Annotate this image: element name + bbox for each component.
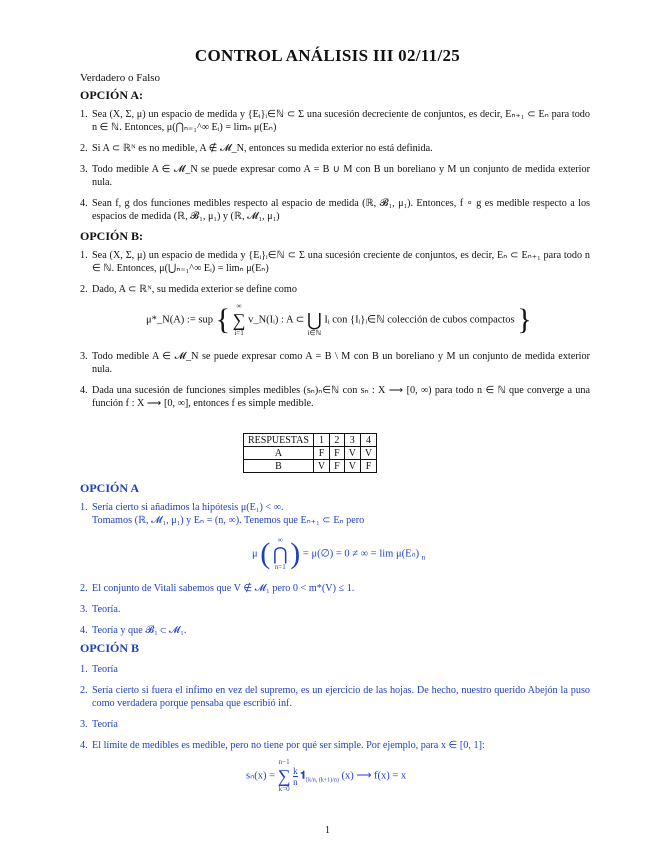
table-header-row — [244, 434, 377, 447]
answers-table — [243, 433, 377, 473]
option-a-heading: OPCIÓN A: — [80, 88, 143, 102]
option-b-list-2 — [80, 350, 590, 418]
question-item: 4. Dada una sucesión de funciones simples medibles (sₙ)ₙ∈ℕ con sₙ : X ⟶ [0, ∞) para todo n ∈ ℕ que converge a una función f : X ⟶ [0, ∞], entonces f es simple medible. — [80, 385, 590, 409]
solutions-a-list-1 — [80, 501, 590, 535]
table-cell: 2 — [330, 434, 345, 447]
counterexample-formula: μ ( ∞ ⋂ n=1 ) = μ(∅) = 0 ≠ ∞ = lim μ(Eₙ) $_n$ — [252, 536, 426, 571]
solution-item: 2. El conjunto de Vitali sabemos que V ∉ 𝓜₁ pero 0 < m*(V) ≤ 1. — [80, 583, 355, 594]
option-b-list-1 — [80, 249, 590, 304]
solution-item: 1. Teoría — [80, 664, 118, 675]
solutions-b-list — [80, 663, 590, 760]
table-cell: 1 — [313, 434, 329, 447]
question-item: 3. Todo medible A ∈ 𝓜_N se puede expresar como A = B \ M con B un boreliano y M un conjunto de medida exterior nula. — [80, 351, 590, 375]
option-b-heading: OPCIÓN B: — [80, 229, 143, 243]
solutions-b-heading: OPCIÓN B — [80, 641, 140, 655]
option-a-list — [80, 108, 590, 231]
solutions-a-heading: OPCIÓN A — [80, 481, 140, 495]
question-item: 1. Sea (X, Σ, μ) un espacio de medida y {Eᵢ}ᵢ∈ℕ ⊂ Σ una sucesión decreciente de conjuntos, es decir, Eₙ₊₁ ⊂ Eₙ para todo n ∈ ℕ. Entonces, μ(⋂ₙ₌₁^∞ Eᵢ) = limₙ μ(Eₙ) — [80, 109, 590, 133]
solution-item: 4. Teoría y que 𝓑₁ ⊂ 𝓜₁. — [80, 625, 187, 636]
outer-measure-formula: μ*_N(A) := sup { ∞ ∑ i=1 v_N(Iᵢ) : A ⊂ ⋃ i∈ℕ Iᵢ con {Iᵢ}ᵢ∈ℕ colección de cubos compactos } — [146, 302, 532, 337]
table-row — [244, 460, 377, 473]
page-number: 1 — [325, 825, 330, 836]
solution-item: 1. Sería cierto si añadimos la hipótesis μ(E₁) < ∞. Tomamos (ℝ, 𝓜₁, μ₁) y Eₙ = (n, ∞). Tenemos que Eₙ₊₁ ⊂ Eₙ pero — [80, 502, 365, 526]
table-cell: V — [344, 460, 360, 473]
table-cell: B — [244, 460, 314, 473]
solution-item: 3. Teoría — [80, 719, 118, 730]
page-title: CONTROL ANÁLISIS III 02/11/25 — [194, 46, 461, 65]
question-item: 4. Sean f, g dos funciones medibles respecto al espacio de medida (ℝ, 𝓑₁, μ₁). Entonces, f ∘ g es medible respecto a los espacios de medida (ℝ, 𝓑₁, μ₁) y (ℝ, 𝓜₁, μ₁) — [80, 198, 590, 222]
table-cell: 3 — [344, 434, 360, 447]
solution-item: 4. El límite de medibles es medible, pero no tiene por qué ser simple. Por ejemplo, para x ∈ [0, 1]: — [80, 740, 485, 751]
table-cell: F — [330, 447, 345, 460]
table-row — [244, 447, 377, 460]
question-item: 3. Todo medible A ∈ 𝓜_N se puede expresar como A = B ∪ M con B un boreliano y M un conjunto de medida exterior nula. — [80, 164, 590, 188]
table-cell: V — [344, 447, 360, 460]
table-cell: A — [244, 447, 314, 460]
solutions-a-list-2 — [80, 582, 590, 645]
table-cell: 4 — [360, 434, 376, 447]
table-cell: V — [360, 447, 376, 460]
table-cell: F — [330, 460, 345, 473]
simple-functions-formula: sₙ(x) = n−1 ∑ k=0 $\frac{k}{n}$ $𝟏_{[k/n, (k+1)/n)}$ (x) ⟶ f(x) = x — [246, 758, 407, 793]
solution-item: 3. Teoría. — [80, 604, 121, 615]
solution-item: 2. Sería cierto si fuera el ínfimo en vez del supremo, es un ejercicio de las hojas. De hecho, nuestro querido Abejón la puso como verdadera porque pensaba que escribió inf. — [80, 685, 590, 709]
question-item: 2. Si A ⊂ ℝᴺ es no medible, A ∉ 𝓜_N, entonces su medida exterior no está definida. — [80, 143, 433, 154]
intro-text: Verdadero o Falso — [80, 72, 161, 84]
table-cell: F — [360, 460, 376, 473]
question-item: 1. Sea (X, Σ, μ) un espacio de medida y {Eᵢ}ᵢ∈ℕ ⊂ Σ una sucesión creciente de conjuntos, es decir, Eₙ ⊂ Eₙ₊₁ para todo n ∈ ℕ. Entonces, μ(⋃ₙ₌₁^∞ Eᵢ) = limₙ μ(Eₙ) — [80, 250, 590, 274]
question-item: 2. Dado, A ⊂ ℝᴺ, su medida exterior se define como — [80, 284, 297, 295]
table-cell: V — [313, 460, 329, 473]
table-cell: RESPUESTAS — [244, 434, 314, 447]
table-cell: F — [313, 447, 329, 460]
